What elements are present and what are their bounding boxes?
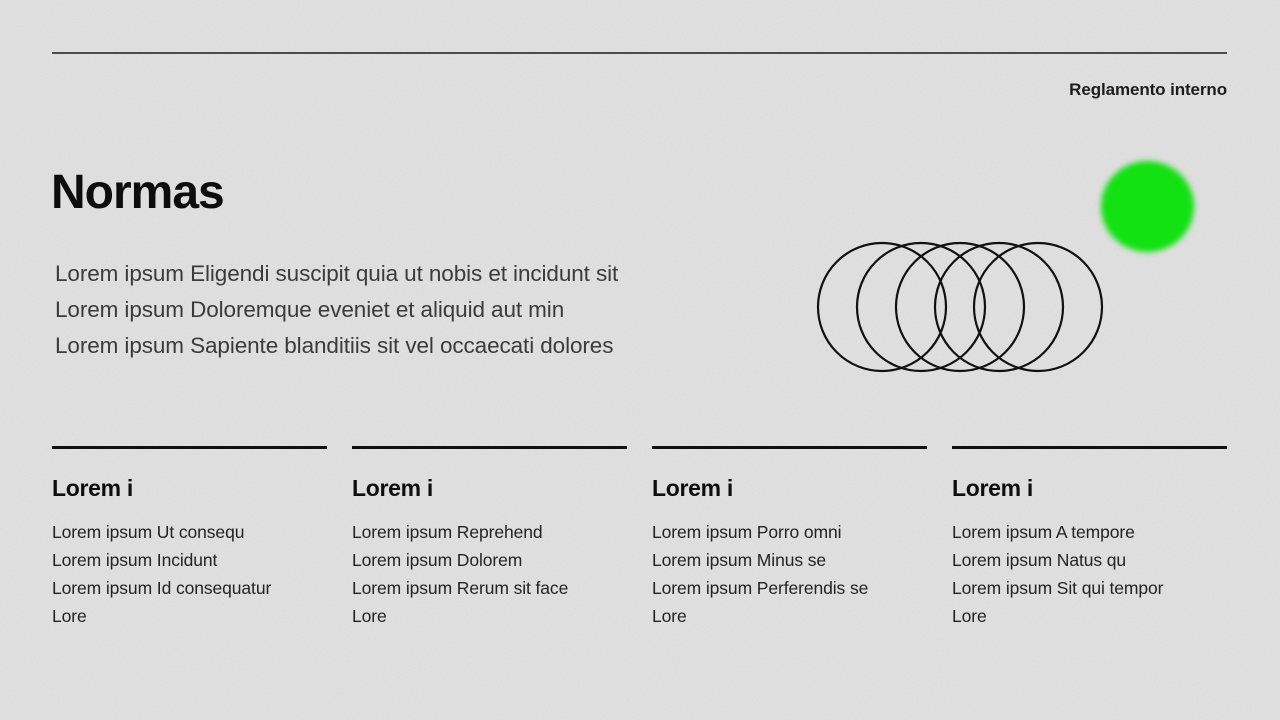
list-item: Lorem ipsum Dolorem	[352, 549, 523, 570]
list-item: Lore	[52, 605, 87, 626]
column-items	[52, 518, 327, 630]
list-item: Lorem ipsum Ut consequ	[52, 521, 245, 542]
column-1	[52, 446, 327, 630]
column-items	[952, 518, 1227, 630]
column-2	[352, 446, 627, 630]
intro-line: Lorem ipsum Eligendi suscipit quia ut nobis et incidunt sit	[55, 261, 619, 286]
column-heading: Lorem i	[52, 475, 133, 501]
list-item: Lore	[652, 605, 687, 626]
column-3	[652, 446, 927, 630]
page-title: Normas	[51, 166, 224, 219]
list-item: Lorem ipsum Minus se	[652, 549, 827, 570]
list-item: Lorem ipsum Reprehend	[352, 521, 543, 542]
list-item: Lorem ipsum Natus qu	[952, 549, 1127, 570]
list-item: Lorem ipsum Porro omni	[652, 521, 842, 542]
overlapping-circles-graphic	[815, 240, 1105, 374]
list-item: Lorem ipsum Incidunt	[52, 549, 218, 570]
green-blur-dot	[1101, 161, 1194, 252]
column-4	[952, 446, 1227, 630]
list-item: Lorem ipsum Perferendis se	[652, 577, 869, 598]
intro-line: Lorem ipsum Sapiente blanditiis sit vel occaecati dolores	[55, 333, 614, 358]
list-item: Lorem ipsum Sit qui tempor	[952, 577, 1164, 598]
intro-paragraph	[55, 256, 618, 364]
list-item: Lorem ipsum A tempore	[952, 521, 1135, 542]
column-items	[652, 518, 927, 630]
list-item: Lorem ipsum Id consequatur	[52, 577, 272, 598]
column-heading: Lorem i	[652, 475, 733, 501]
list-item: Lore	[952, 605, 987, 626]
intro-line: Lorem ipsum Doloremque eveniet et aliquid aut min	[55, 297, 565, 322]
top-divider-rule	[52, 52, 1227, 54]
column-heading: Lorem i	[352, 475, 433, 501]
header-label: Reglamento interno	[1069, 80, 1227, 99]
columns-section	[52, 446, 1227, 630]
column-items	[352, 518, 627, 630]
column-heading: Lorem i	[952, 475, 1033, 501]
list-item: Lorem ipsum Rerum sit face	[352, 577, 569, 598]
list-item: Lore	[352, 605, 387, 626]
